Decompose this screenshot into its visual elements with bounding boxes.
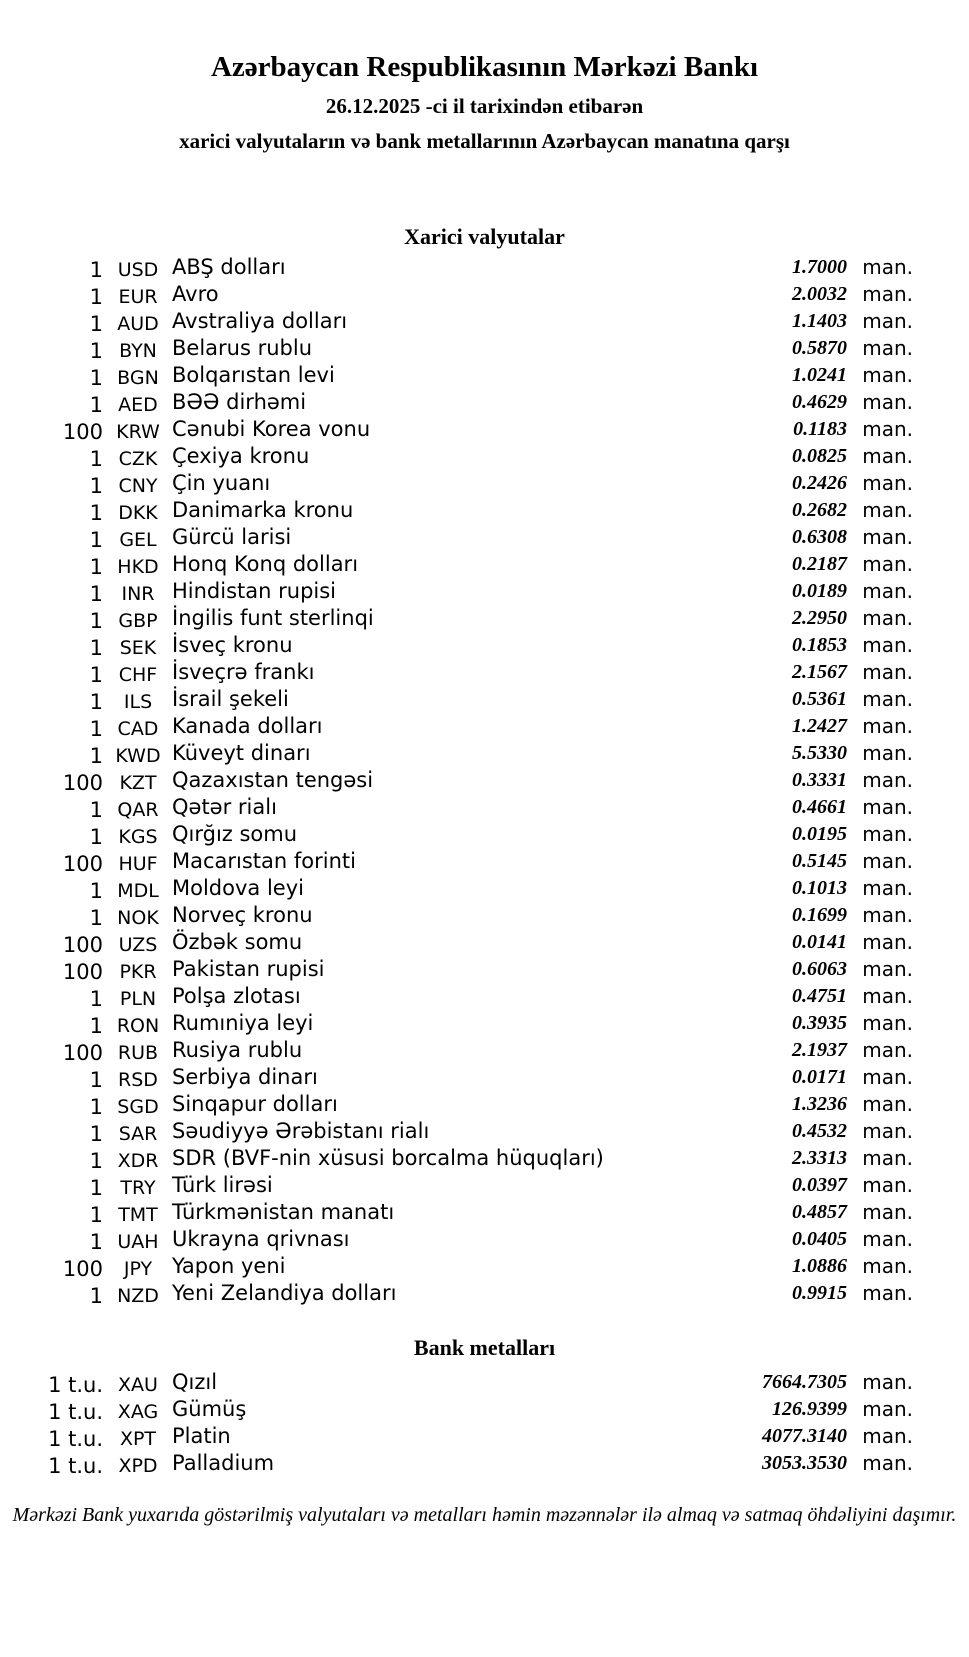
currency-amount: 1 <box>89 528 103 552</box>
currency-code: CNY <box>118 475 158 497</box>
currency-unit-label: man. <box>862 741 913 765</box>
currency-rate: 0.0171 <box>792 1066 847 1088</box>
currency-rate: 0.0195 <box>792 823 847 845</box>
currency-amount: 1 <box>89 636 103 660</box>
metal-name: Qızıl <box>172 1370 218 1394</box>
currency-code: RUB <box>117 1042 159 1064</box>
currency-code: TMT <box>118 1204 158 1226</box>
currency-name: Belarus rublu <box>172 336 313 360</box>
currency-code: NOK <box>117 907 159 929</box>
currency-code: XDR <box>117 1150 159 1172</box>
currency-amount: 1 <box>89 339 103 363</box>
currency-code: SGD <box>117 1096 159 1118</box>
currency-rate: 0.1853 <box>792 634 847 656</box>
disclaimer-text: Mərkəzi Bank yuxarıda göstərilmiş valyutaları və metalları həmin məzənnələr ilə almaq və satmaq öhdəliyini daşımır. <box>12 1504 957 1526</box>
currency-amount: 1 <box>89 609 103 633</box>
currency-code: EUR <box>118 286 158 308</box>
currency-rate: 0.5361 <box>792 688 847 710</box>
currency-code: USD <box>117 259 159 281</box>
currency-unit-label: man. <box>862 687 913 711</box>
currency-unit-label: man. <box>862 984 913 1008</box>
currency-row <box>45 308 913 335</box>
currency-unit-label: man. <box>862 1065 913 1089</box>
currency-rate: 0.0141 <box>792 931 847 953</box>
currency-name: Rumıniya leyi <box>172 1011 314 1035</box>
currency-amount: 100 <box>62 771 103 795</box>
currency-unit-label: man. <box>862 633 913 657</box>
currency-amount: 1 <box>89 447 103 471</box>
currency-rate: 1.3236 <box>792 1093 847 1115</box>
currency-row <box>45 875 913 902</box>
currency-rate: 2.1937 <box>792 1039 847 1061</box>
currency-code: JPY <box>123 1258 153 1280</box>
currency-code: ILS <box>123 691 153 713</box>
currency-amount: 1 <box>89 1203 103 1227</box>
currency-row <box>45 497 913 524</box>
currency-amount: 1 <box>89 285 103 309</box>
currency-row <box>45 605 913 632</box>
currency-row <box>45 1118 913 1145</box>
currency-name: Macarıstan forinti <box>172 849 356 873</box>
currency-rate: 0.1699 <box>792 904 847 926</box>
currency-unit-label: man. <box>862 1011 913 1035</box>
currency-amount: 1 <box>89 690 103 714</box>
currency-rate: 0.2426 <box>792 472 847 494</box>
metals-table <box>45 1369 913 1477</box>
currency-amount: 100 <box>62 420 103 444</box>
currency-name: Hindistan rupisi <box>172 579 337 603</box>
currency-row <box>45 659 913 686</box>
currency-unit-label: man. <box>862 552 913 576</box>
currency-code: GBP <box>118 610 158 632</box>
currency-row <box>45 983 913 1010</box>
currency-amount: 1 <box>89 825 103 849</box>
currency-row <box>45 443 913 470</box>
currency-rate: 0.1013 <box>792 877 847 899</box>
currency-name: Kanada dolları <box>172 714 323 738</box>
currency-rate: 1.1403 <box>792 310 847 332</box>
currency-name: Yapon yeni <box>172 1254 286 1278</box>
currency-name: İsveçrə frankı <box>172 660 315 684</box>
metal-row <box>45 1396 913 1423</box>
currency-name: Polşa zlotası <box>172 984 301 1008</box>
currency-code: CZK <box>118 448 158 470</box>
currencies-section-title: Xarici valyutalar <box>404 224 565 249</box>
currency-unit-label: man. <box>862 363 913 387</box>
currencies-table <box>45 254 913 1307</box>
currency-rate: 0.0189 <box>792 580 847 602</box>
currency-unit-label: man. <box>862 1227 913 1251</box>
currency-amount: 1 <box>89 717 103 741</box>
currency-name: İngilis funt sterlinqi <box>172 606 374 630</box>
currency-rate: 0.5870 <box>792 337 847 359</box>
currency-amount: 100 <box>62 852 103 876</box>
currency-name: İsveç kronu <box>172 633 293 657</box>
currency-rate: 0.4532 <box>792 1120 847 1142</box>
currency-code: BYN <box>119 340 157 362</box>
currency-unit-label: man. <box>862 660 913 684</box>
metal-name: Palladium <box>172 1451 275 1475</box>
currency-amount: 1 <box>89 1149 103 1173</box>
currency-row <box>45 848 913 875</box>
currency-row <box>45 929 913 956</box>
currency-rate: 0.6308 <box>792 526 847 548</box>
currency-rate: 1.7000 <box>792 256 847 278</box>
currency-rate: 0.4857 <box>792 1201 847 1223</box>
currency-code: UAH <box>117 1231 159 1253</box>
currency-unit-label: man. <box>862 876 913 900</box>
currency-row <box>45 632 913 659</box>
currency-rate: 0.3935 <box>792 1012 847 1034</box>
currency-code: SEK <box>119 637 157 659</box>
currency-unit-label: man. <box>862 1254 913 1278</box>
currency-row <box>45 578 913 605</box>
currency-amount: 1 <box>89 1068 103 1092</box>
currency-code: PLN <box>119 988 157 1010</box>
currency-name: Yeni Zelandiya dolları <box>172 1281 397 1305</box>
currency-row <box>45 956 913 983</box>
currency-name: Avro <box>172 282 219 306</box>
currency-row <box>45 902 913 929</box>
currency-rate: 0.0825 <box>792 445 847 467</box>
metal-amount: 1 t.u. <box>48 1454 103 1478</box>
currency-row <box>45 1226 913 1253</box>
currency-code: INR <box>121 583 155 605</box>
currency-code: RSD <box>118 1069 158 1091</box>
currency-unit-label: man. <box>862 1173 913 1197</box>
metal-rate: 3053.3530 <box>762 1452 847 1474</box>
currency-unit-label: man. <box>862 498 913 522</box>
currency-code: CAD <box>117 718 159 740</box>
currency-rate: 2.2950 <box>792 607 847 629</box>
metal-code: XPD <box>118 1455 158 1477</box>
currency-amount: 1 <box>89 906 103 930</box>
currency-rate: 0.4629 <box>792 391 847 413</box>
currency-row <box>45 335 913 362</box>
currency-rate: 2.0032 <box>792 283 847 305</box>
currency-unit-label: man. <box>862 309 913 333</box>
currency-code: CHF <box>118 664 158 686</box>
currency-unit-label: man. <box>862 282 913 306</box>
currency-code: GEL <box>119 529 157 551</box>
currency-row <box>45 470 913 497</box>
page-subtitle: xarici valyutaların və bank metallarının Azərbaycan manatına qarşı <box>179 129 790 153</box>
currency-name: İsrail şekeli <box>172 687 289 711</box>
currency-name: Qazaxıstan tengəsi <box>172 768 374 792</box>
currency-row <box>45 389 913 416</box>
currency-row <box>45 281 913 308</box>
currency-unit-label: man. <box>862 525 913 549</box>
currency-name: Avstraliya dolları <box>172 309 348 333</box>
currency-rate: 2.3313 <box>792 1147 847 1169</box>
currency-name: Serbiya dinarı <box>172 1065 318 1089</box>
currency-name: Sinqapur dolları <box>172 1092 338 1116</box>
currency-rate: 2.1567 <box>792 661 847 683</box>
currency-code: AUD <box>117 313 159 335</box>
currency-name: Çin yuanı <box>172 471 271 495</box>
metal-name: Gümüş <box>172 1397 247 1421</box>
currency-name: Özbək somu <box>172 930 303 954</box>
metal-unit-label: man. <box>862 1424 913 1448</box>
currency-code: PKR <box>119 961 157 983</box>
currency-rate: 0.1183 <box>793 418 847 440</box>
currency-amount: 1 <box>89 1284 103 1308</box>
metal-unit-label: man. <box>862 1370 913 1394</box>
metal-code: XPT <box>119 1428 157 1450</box>
currency-rate: 5.5330 <box>792 742 847 764</box>
currency-row <box>45 1010 913 1037</box>
currency-name: Bolqarıstan levi <box>172 363 335 387</box>
currency-amount: 1 <box>89 879 103 903</box>
currency-code: NZD <box>117 1285 159 1307</box>
currency-name: Küveyt dinarı <box>172 741 311 765</box>
currency-code: AED <box>118 394 158 416</box>
currency-rate: 0.2187 <box>792 553 847 575</box>
effective-date: 26.12.2025 -ci il tarixindən etibarən <box>325 94 644 118</box>
currency-row <box>45 1145 913 1172</box>
currency-name: Çexiya kronu <box>172 444 310 468</box>
currency-amount: 1 <box>89 744 103 768</box>
currency-rate: 1.0241 <box>792 364 847 386</box>
currency-row <box>45 1091 913 1118</box>
currency-row <box>45 416 913 443</box>
currency-name: Ukrayna qrivnası <box>172 1227 350 1251</box>
currency-code: KGS <box>118 826 158 848</box>
currency-unit-label: man. <box>862 957 913 981</box>
currency-amount: 1 <box>89 582 103 606</box>
currency-amount: 100 <box>62 933 103 957</box>
metal-amount: 1 t.u. <box>48 1400 103 1424</box>
metal-row <box>45 1423 913 1450</box>
metal-unit-label: man. <box>862 1397 913 1421</box>
currency-amount: 1 <box>89 663 103 687</box>
metal-rate: 126.9399 <box>772 1398 847 1420</box>
currency-unit-label: man. <box>862 390 913 414</box>
currency-rate: 0.4751 <box>792 985 847 1007</box>
currency-code: DKK <box>118 502 158 524</box>
currency-name: Honq Konq dolları <box>172 552 359 576</box>
currency-row <box>45 551 913 578</box>
currency-amount: 1 <box>89 393 103 417</box>
currency-rate: 1.0886 <box>792 1255 847 1277</box>
currency-name: Gürcü larisi <box>172 525 292 549</box>
currency-rate: 0.3331 <box>792 769 847 791</box>
currency-row <box>45 1172 913 1199</box>
currency-code: KRW <box>116 421 160 443</box>
currency-unit-label: man. <box>862 768 913 792</box>
currency-code: QAR <box>117 799 159 821</box>
currency-code: UZS <box>118 934 158 956</box>
currency-amount: 1 <box>89 258 103 282</box>
metal-rate: 4077.3140 <box>762 1425 847 1447</box>
metal-row <box>45 1450 913 1477</box>
currency-amount: 1 <box>89 1176 103 1200</box>
currency-unit-label: man. <box>862 930 913 954</box>
currency-unit-label: man. <box>862 714 913 738</box>
currency-unit-label: man. <box>862 1200 913 1224</box>
metal-code: XAG <box>117 1401 159 1423</box>
currency-name: Qətər rialı <box>172 795 277 819</box>
currency-name: Pakistan rupisi <box>172 957 325 981</box>
currency-unit-label: man. <box>862 255 913 279</box>
currency-code: HKD <box>117 556 159 578</box>
currency-amount: 1 <box>89 474 103 498</box>
metal-row <box>45 1369 913 1396</box>
currency-row <box>45 1280 913 1307</box>
currency-amount: 1 <box>89 1122 103 1146</box>
currency-code: KZT <box>119 772 157 794</box>
currency-name: Danimarka kronu <box>172 498 354 522</box>
currency-code: MDL <box>117 880 159 902</box>
currency-amount: 1 <box>89 555 103 579</box>
currency-unit-label: man. <box>862 795 913 819</box>
currency-row <box>45 1037 913 1064</box>
currency-unit-label: man. <box>862 471 913 495</box>
currency-unit-label: man. <box>862 903 913 927</box>
currency-unit-label: man. <box>862 1119 913 1143</box>
currency-name: Qırğız somu <box>172 822 298 846</box>
currency-row <box>45 1064 913 1091</box>
currency-row <box>45 254 913 281</box>
currency-row <box>45 1253 913 1280</box>
currency-name: Türkmənistan manatı <box>172 1200 395 1224</box>
currency-unit-label: man. <box>862 1038 913 1062</box>
currency-row <box>45 767 913 794</box>
currency-amount: 1 <box>89 1095 103 1119</box>
metal-rate: 7664.7305 <box>762 1371 847 1393</box>
metal-amount: 1 t.u. <box>48 1427 103 1451</box>
currency-amount: 1 <box>89 987 103 1011</box>
currency-row <box>45 794 913 821</box>
currency-row <box>45 362 913 389</box>
currency-amount: 100 <box>62 1041 103 1065</box>
currency-rate: 0.0397 <box>792 1174 847 1196</box>
currency-unit-label: man. <box>862 1092 913 1116</box>
currency-name: ABŞ dolları <box>172 255 286 279</box>
metal-unit-label: man. <box>862 1451 913 1475</box>
currency-row <box>45 740 913 767</box>
currency-row <box>45 686 913 713</box>
currency-amount: 1 <box>89 312 103 336</box>
currency-unit-label: man. <box>862 336 913 360</box>
currency-code: KWD <box>115 745 161 767</box>
currency-name: Norveç kronu <box>172 903 313 927</box>
currency-code: HUF <box>118 853 158 875</box>
currency-unit-label: man. <box>862 1281 913 1305</box>
currency-row <box>45 713 913 740</box>
currency-amount: 1 <box>89 1230 103 1254</box>
currency-code: SAR <box>118 1123 158 1145</box>
metal-name: Platin <box>172 1424 231 1448</box>
currency-name: Cənubi Korea vonu <box>172 417 371 441</box>
currency-rate: 1.2427 <box>792 715 847 737</box>
currency-rate: 0.2682 <box>792 499 847 521</box>
currency-unit-label: man. <box>862 1146 913 1170</box>
currency-code: TRY <box>120 1177 156 1199</box>
currency-code: BGN <box>117 367 159 389</box>
currency-name: Rusiya rublu <box>172 1038 303 1062</box>
metal-amount: 1 t.u. <box>48 1373 103 1397</box>
currency-unit-label: man. <box>862 606 913 630</box>
currency-rate: 0.9915 <box>792 1282 847 1304</box>
currency-unit-label: man. <box>862 417 913 441</box>
currency-code: RON <box>116 1015 160 1037</box>
currency-name: BƏƏ dirhəmi <box>172 390 307 414</box>
currency-amount: 100 <box>62 1257 103 1281</box>
page-title: Azərbaycan Respublikasının Mərkəzi Bankı <box>210 51 759 83</box>
metals-section-title: Bank metalları <box>413 1335 556 1360</box>
metal-code: XAU <box>118 1374 158 1396</box>
currency-rate: 0.5145 <box>792 850 847 872</box>
currency-name: SDR (BVF-nin xüsusi borcalma hüquqları) <box>172 1146 604 1170</box>
currency-unit-label: man. <box>862 849 913 873</box>
currency-rate: 0.4661 <box>792 796 847 818</box>
currency-amount: 1 <box>89 1014 103 1038</box>
currency-row <box>45 821 913 848</box>
currency-unit-label: man. <box>862 579 913 603</box>
currency-amount: 1 <box>89 798 103 822</box>
currency-row <box>45 524 913 551</box>
currency-amount: 100 <box>62 960 103 984</box>
currency-unit-label: man. <box>862 822 913 846</box>
currency-rate: 0.0405 <box>792 1228 847 1250</box>
currency-rate: 0.6063 <box>792 958 847 980</box>
currency-name: Türk lirəsi <box>172 1173 273 1197</box>
exchange-rates-page <box>0 50 969 1657</box>
currency-row <box>45 1199 913 1226</box>
currency-name: Moldova leyi <box>172 876 304 900</box>
currency-unit-label: man. <box>862 444 913 468</box>
currency-amount: 1 <box>89 501 103 525</box>
currency-name: Səudiyyə Ərəbistanı rialı <box>172 1119 430 1143</box>
currency-amount: 1 <box>89 366 103 390</box>
